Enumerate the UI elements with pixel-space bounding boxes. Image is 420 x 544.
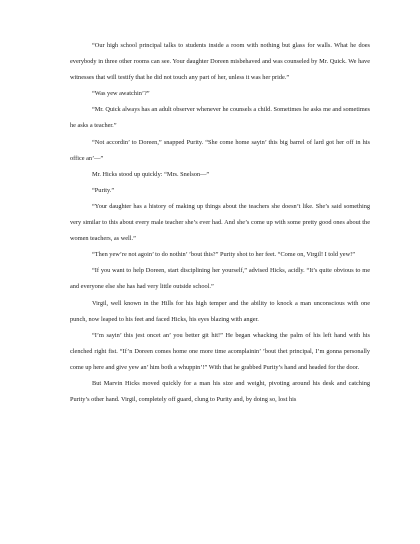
body-text [70, 38, 370, 408]
paragraph-10: Virgil, well known in the Hills for his high temper and the ability to knock a man unconscious with one punch, now leaped to his feet and faced Hicks, his eyes blazing with anger. [70, 299, 370, 323]
paragraph-6: “Purity.” [92, 186, 115, 194]
paragraph-12: But Marvin Hicks moved quickly for a man his size and weight, pivoting around his desk and catching Purity’s other hand. Virgil, completely off guard, clung to Purity and, by doing so, lost his [70, 379, 370, 404]
paragraph-5: Mr. Hicks stood up quickly: “Mrs. Snelson—” [92, 170, 210, 178]
paragraph-3: “Mr. Quick always has an adult observer whenever he counsels a child. Sometimes he asks me and sometimes he asks a teacher.” [70, 106, 370, 130]
paragraph-4: “Not accordin’ to Doreen,” snapped Purity. “She come home sayin’ this big barrel of lard got her off in his office an’—” [70, 138, 370, 162]
paragraph-2: “Was yew awatchin’?” [92, 90, 150, 98]
paragraph-8: “Then yew’re not agoin’ to do nothin’ ’bout this?” Purity shot to her feet. “Come on, Virgil! I told yew!” [92, 251, 356, 259]
paragraph-9: “If you want to help Doreen, start disciplining her yourself,” advised Hicks, acidly. “It’s quite obvious to me and everyone else she has had very little outside school.” [70, 267, 370, 291]
paragraph-11: “I’m sayin’ this jest oncet an’ you better git hit!” He began whacking the palm of his left hand with his clenched right fist. “If’n Doreen comes home one more time acomplainin’ ’bout thet principal, I’m gonna personally come up here and give yew an’ him both a whuppin’!” With that he grabbed Purity’s hand and headed for the door. [70, 331, 370, 371]
paragraph-7: “Your daughter has a history of making up things about the teachers she doesn’t like. She’s said something very similar to this about every male teacher she’s ever had. And she’s come up with some pretty good ones about the women teachers, as well.” [70, 202, 370, 243]
paragraph-1: “Our high school principal talks to students inside a room with nothing but glass for walls. What he does everybody in three other rooms can see. Your daughter Doreen misbehaved and was counseled by Mr. Quick. We have witnesses that will testify that he did not touch any part of her, unless it was her pride.” [70, 42, 370, 82]
